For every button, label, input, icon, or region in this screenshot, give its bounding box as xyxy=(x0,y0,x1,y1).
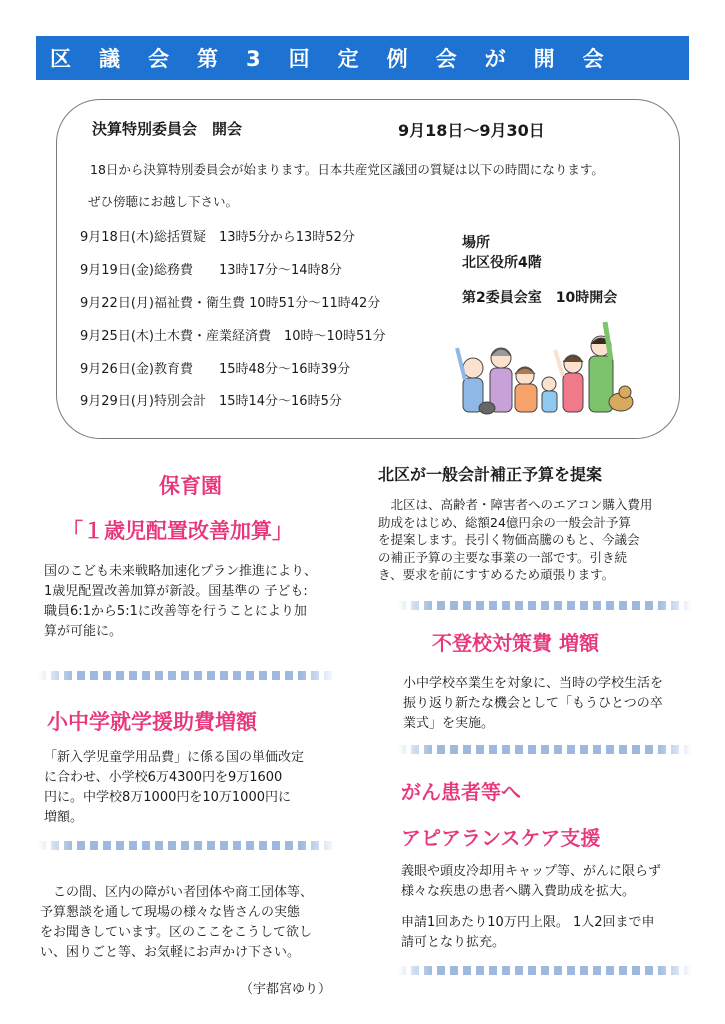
signature: （宇都宮ゆり） xyxy=(240,982,332,997)
school-aid-title: 小中学就学援助費増額 xyxy=(47,710,257,734)
person-child xyxy=(542,377,557,412)
cancer-body-1: 義眼や頭皮冷却用キャップ等、がんに限らず 様々な疾患の患者へ購入費助成を拡大。 xyxy=(401,864,662,899)
supplementary-body: 北区は、高齢者・障害者へのエアコン購入費用 助成をはじめ、総額24億円余の一般会計予算 を提案します。長引く物価高騰のもと、今議会 の補正予算の主要な事業の一部です。引き続 き、要求を前にすすめるため頑張ります。 xyxy=(378,497,653,582)
committee-heading: 決算特別委員会 開会 xyxy=(92,120,243,138)
divider xyxy=(398,745,692,754)
truancy-body: 小中学校卒業生を対象に、当時の学校生活を 振り返り新たな機会として「もうひとつの卒 業式」を実施。 xyxy=(403,676,664,731)
place-label: 場所 xyxy=(462,235,490,251)
committee-dates: 9月18日～9月30日 xyxy=(398,121,545,140)
schedule-item: 9月19日(金)総務費 13時17分～14時8分 xyxy=(80,263,342,278)
page-title: 区議会第3回定例会が開会 xyxy=(50,47,632,71)
cat xyxy=(479,402,495,414)
committee-intro-1: 18日から決算特別委員会が始まります。日本共産党区議団の質疑は以下の時間になります。 xyxy=(90,162,604,177)
schedule-item: 9月25日(木)土木費・産業経済費 10時～10時51分 xyxy=(80,329,386,344)
truancy-title: 不登校対策費 増額 xyxy=(432,631,599,655)
room-info: 第2委員会室 10時開会 xyxy=(462,290,618,306)
person-grandma xyxy=(490,348,512,412)
divider xyxy=(398,601,692,610)
cancer-title-1: がん患者等へ xyxy=(401,780,521,804)
nursery-body: 国のこども未来戦略加速化プラン推進により、 1歳児配置改善加算が新設。国基準の 子ども: 職員6:1から5:1に改善等を行うことにより加 算が可能に。 xyxy=(44,564,318,639)
title-bar xyxy=(36,36,689,80)
school-aid-body: 「新入学児童学用品費」に係る国の単価改定 に合わせ、小学校6万4300円を9万1600 円に。中学校8万1000円を10万1000円に 増額。 xyxy=(44,750,305,825)
schedule-item: 9月18日(木)総括質疑 13時5分から13時52分 xyxy=(80,230,355,245)
cancer-body-2: 申請1回あたり10万円上限。 1人2回まで申 請可となり拡充。 xyxy=(401,915,655,950)
divider xyxy=(398,966,692,975)
person-girl xyxy=(555,350,583,412)
place-name: 北区役所4階 xyxy=(462,255,542,271)
family-illustration xyxy=(455,318,635,418)
nursery-title: 保育園 xyxy=(159,474,222,498)
supplementary-title: 北区が一般会計補正予算を提案 xyxy=(378,465,603,484)
divider xyxy=(38,671,336,680)
nursery-subtitle: 「１歳児配置改善加算」 xyxy=(62,519,293,543)
person-left xyxy=(457,348,483,412)
divider xyxy=(38,841,336,850)
schedule-item: 9月22日(月)福祉費・衛生費 10時51分～11時42分 xyxy=(80,296,381,311)
schedule-item: 9月26日(金)教育費 15時48分～16時39分 xyxy=(80,362,351,377)
person-mother xyxy=(515,367,537,412)
cancer-title-2: アピアランスケア支援 xyxy=(401,826,601,850)
schedule-item: 9月29日(月)特別会計 15時14分～16時5分 xyxy=(80,394,342,409)
closing-body: この間、区内の障がい者団体や商工団体等、 予算懇談を通して現場の様々な皆さんの実態 をお聞きしています。区のここをこうして欲し い、困りごと等、お気軽にお声かけ下さい。 xyxy=(40,885,314,960)
committee-intro-2: ぜひ傍聴にお越し下さい。 xyxy=(88,194,239,209)
